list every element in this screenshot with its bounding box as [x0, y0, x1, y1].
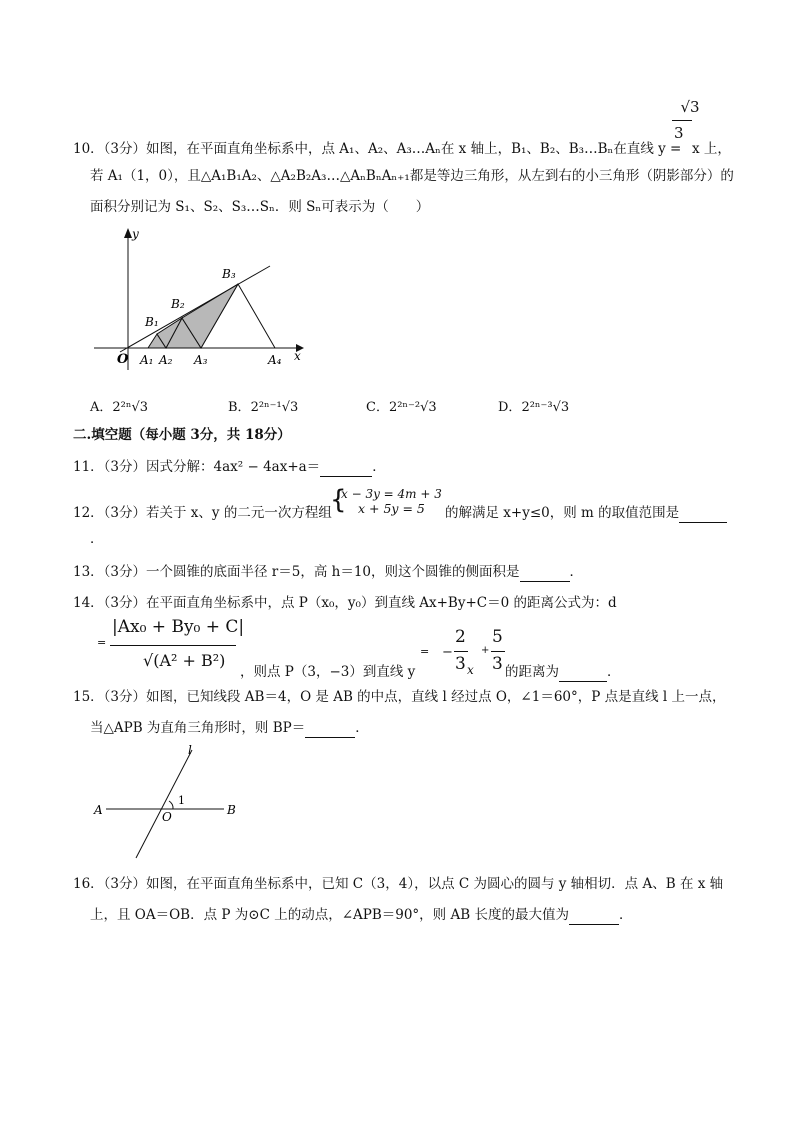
q10-option-d-expr: 2²ⁿ⁻³√3 — [521, 400, 570, 415]
q10-slope-numerator: √3 — [680, 98, 700, 116]
q15-line1: 15．（3分）如图，已知线段 AB＝4，O 是 AB 的中点，直线 l 经过点 O，∠1＝60°，P 点是直线 l 上一点， — [73, 689, 726, 705]
q10-figure — [90, 226, 310, 374]
q12-eq2: x + 5y = 5 — [358, 501, 425, 516]
q10-label-A3: A₃ — [194, 353, 208, 367]
q15-label-B: B — [227, 803, 236, 817]
q10-label-A2: A₂ — [159, 353, 173, 367]
q14-frac2-num: 5 — [492, 627, 503, 647]
q14-var-x: x — [467, 663, 474, 677]
q10-label-x: x — [294, 349, 301, 363]
q14-denominator: √(A² + B²) — [143, 651, 226, 670]
q10-option-d-label: D． — [498, 400, 522, 415]
q14-frac2-bar — [491, 651, 505, 652]
q14-frac2-den: 3 — [492, 654, 503, 674]
q12-eq1: x − 3y = 4m + 3 — [341, 487, 442, 501]
q15-label-l: l — [188, 743, 192, 757]
q10-option-a-label: A． — [90, 400, 113, 415]
q14-middle: ，则点 P（3，−3）到直线 y — [240, 664, 416, 680]
q10-line1: 10．（3分）如图，在平面直角坐标系中，点 A₁、A₂、A₃…Aₙ在 x 轴上，B₁、B₂、B₃…Bₙ在直线 y = — [73, 141, 682, 157]
q10-option-a[interactable] — [90, 396, 148, 415]
q12-brace: { — [330, 485, 347, 515]
q10-option-d[interactable] — [498, 396, 569, 415]
q16-end: ． — [618, 907, 633, 923]
q14-minus: − — [442, 645, 453, 660]
q14-numerator: |Ax₀ + By₀ + C| — [112, 617, 245, 637]
q15-line2: 当△APB 为直角三角形时，则 BP＝ — [90, 720, 306, 736]
q10-label-y: y — [132, 227, 139, 241]
q14-eq-prefix: = — [97, 636, 107, 649]
q13-line — [73, 563, 583, 582]
q15-label-O: O — [162, 810, 172, 824]
q10-option-a-expr: 2²ⁿ√3 — [112, 400, 149, 415]
q14-plus: + — [481, 645, 490, 656]
q14-equals: = — [420, 645, 430, 658]
q16-line2: 上，且 OA＝OB．点 P 为⊙C 上的动点，∠APB＝90°，则 AB 长度的最大值为 — [90, 907, 569, 923]
q10-option-c-expr: 2²ⁿ⁻²√3 — [388, 400, 437, 415]
q10-line2: 若 A₁（1，0），且△A₁B₁A₂、△A₂B₂A₃…△AₙBₙAₙ₊₁都是等边三角形，从左到右的小三角形（阴影部分）的 — [90, 168, 734, 184]
q11-text: 11．（3分）因式分解：4ax² − 4ax+a＝ — [73, 459, 321, 475]
q15-figure — [88, 740, 248, 864]
q10-option-c-label: C． — [366, 400, 389, 415]
q12-after-line — [445, 504, 727, 523]
q11-answer-blank[interactable] — [320, 458, 372, 477]
q12-text-after: 的解满足 x+y≤0，则 m 的取值范围是 — [445, 505, 680, 521]
q16-line2-wrap — [90, 906, 632, 925]
q15-angle-arc — [169, 801, 173, 809]
q14-frac1-den: 3 — [455, 654, 466, 674]
q14-frac1-bar — [454, 651, 468, 652]
q10-label-B1: B₁ — [145, 315, 159, 329]
q10-y-arrow — [124, 228, 132, 238]
q15-end: ． — [355, 720, 369, 736]
q12-tail: ． — [90, 531, 104, 547]
q15-label-angle: 1 — [178, 794, 185, 807]
q14-end: ． — [607, 664, 621, 680]
q10-label-A4: A₄ — [268, 353, 282, 367]
q15-line2-wrap — [90, 719, 369, 738]
q10-label-B3: B₃ — [222, 267, 236, 281]
q10-option-b-expr: 2²ⁿ⁻¹√3 — [250, 400, 299, 415]
q16-line1: 16．（3分）如图，在平面直角坐标系中，已知 C（3，4），以点 C 为圆心的圆与 y 轴相切．点 A、B 在 x 轴 — [73, 876, 724, 892]
q14-fraction-bar — [110, 645, 236, 646]
q13-end: ． — [569, 564, 584, 580]
q13-answer-blank[interactable] — [520, 563, 570, 582]
q12-text-before: 12．（3分）若关于 x、y 的二元一次方程组 — [73, 505, 332, 521]
q11-line — [73, 458, 386, 477]
q10-line1-end: x 上， — [692, 141, 731, 157]
q15-label-A: A — [94, 803, 103, 817]
q11-end: ． — [372, 459, 386, 475]
q10-slope-denominator: 3 — [674, 124, 684, 142]
q10-label-B2: B₂ — [171, 297, 185, 311]
q10-option-b[interactable] — [228, 396, 298, 415]
q13-text: 13．（3分）一个圆锥的底面半径 r＝5，高 h＝10，则这个圆锥的侧面积是 — [73, 564, 520, 580]
q14-line1: 14．（3分）在平面直角坐标系中，点 P（x₀，y₀）到直线 Ax+By+C＝0 的距离公式为：d — [73, 595, 617, 611]
q16-answer-blank[interactable] — [569, 906, 619, 925]
q12-answer-blank[interactable] — [679, 504, 727, 523]
q10-slope-fraction-bar — [672, 120, 692, 121]
q10-option-c[interactable] — [366, 396, 437, 415]
q10-label-O: O — [117, 352, 129, 367]
q10-label-A1: A₁ — [140, 353, 154, 367]
section2-title: 二.填空题（每小题 3分，共 18分） — [73, 427, 291, 443]
q10-line3: 面积分别记为 S₁、S₂、S₃…Sₙ．则 Sₙ可表示为（ ） — [90, 199, 430, 215]
q14-frac1-num: 2 — [455, 627, 466, 647]
q15-answer-blank[interactable] — [305, 719, 355, 738]
q14-after: 的距离为 — [505, 664, 559, 680]
q14-after-line — [505, 663, 621, 682]
q14-answer-blank[interactable] — [559, 663, 607, 682]
q10-option-b-label: B． — [228, 400, 251, 415]
